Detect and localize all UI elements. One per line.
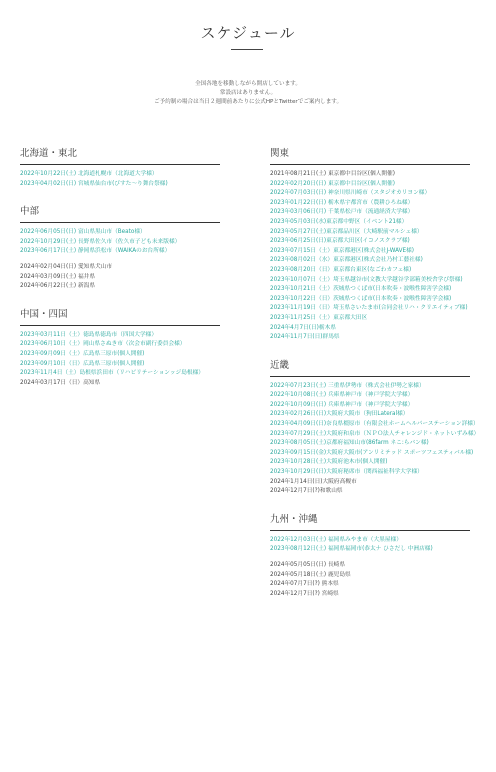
schedule-event-link[interactable]: 2023年09月09日（土）広島県三原市(個人開催) bbox=[20, 350, 145, 357]
schedule-event: 2024年06月22日(土) 新潟県 bbox=[20, 283, 96, 290]
region-title: 中国・四国 bbox=[20, 306, 220, 326]
schedule-event-link[interactable]: 2023年07月15日（土）東京都港区(株式会社J-WAVE様) bbox=[270, 247, 415, 254]
region-title: 中部 bbox=[20, 203, 220, 223]
schedule-event-link[interactable]: 2022年02月20日(日) 東京都中目谷区(個人開催) bbox=[270, 180, 395, 187]
schedule-event: 2024年12月7日(?) 宮崎県 bbox=[270, 590, 339, 597]
schedule-event: 2024年03月09日(土) 福井県 bbox=[20, 273, 96, 280]
schedule-region-section bbox=[270, 511, 478, 600]
schedule-event-link[interactable]: 2023年03月06日(月) 千葉県松戸市（流通経済大学様） bbox=[270, 209, 414, 216]
schedule-event-link[interactable]: 2023年08月05日(土)京都府福知山市(86farm ネこ:らバン様) bbox=[270, 440, 429, 447]
schedule-event: 2024年07月7日(?) 熊本県 bbox=[270, 581, 339, 588]
region-title: 近畿 bbox=[270, 357, 470, 377]
schedule-region-section bbox=[20, 306, 246, 389]
region-title: 北海道・東北 bbox=[20, 145, 220, 165]
schedule-event-link[interactable]: 2024年11月7日(日)群馬県 bbox=[270, 334, 340, 341]
schedule-event-link[interactable]: 2023年11月25日（土）東京都大田区 bbox=[270, 314, 368, 321]
schedule-event-link[interactable]: 2022年10月09日(日) 兵庫県神戸市（神戸学院大学様） bbox=[270, 401, 414, 408]
schedule-region-section bbox=[20, 145, 246, 189]
schedule-event-link[interactable]: 2023年10月22日（日）茨城県つくば市(日本吹奏・波喉性障害学会様) bbox=[270, 295, 452, 302]
schedule-event: 2024年03月17日（日）高知県 bbox=[20, 379, 101, 386]
schedule-region-section bbox=[20, 203, 246, 292]
intro-text bbox=[0, 80, 496, 107]
schedule-region-section bbox=[270, 357, 478, 497]
right-column bbox=[270, 145, 478, 613]
schedule-event-link[interactable]: 2023年08月02日（水）東京都港区(株式会社乃村工藝社様) bbox=[270, 257, 423, 264]
schedule-event-link[interactable]: 2023年06月25日(日)東京都大田区(イコノスクラブ様) bbox=[270, 238, 410, 245]
schedule-event-link[interactable]: 2023年09月15日(金)大阪府大阪市(アンリミテッド スポーツフェスティバル様) bbox=[270, 449, 474, 456]
schedule-event-link[interactable]: 2023年11月19日（日）埼玉県さいたま市(合同会社リハ・クリエイティブ様) bbox=[270, 305, 468, 312]
region-title: 九州・沖縄 bbox=[270, 511, 470, 531]
schedule-event-link[interactable]: 2023年10月29日(日)大阪府秘席市（関西福祉科学大学様） bbox=[270, 469, 423, 476]
schedule-event-link[interactable]: 2023年04月02日(日) 宮城県仙台市(びすた〜り舞台祭様) bbox=[20, 180, 168, 187]
left-column bbox=[20, 145, 246, 402]
schedule-event-link[interactable]: 2022年10月22日(土) 北海道札幌市（北海道大学様） bbox=[20, 171, 158, 177]
schedule-event-link[interactable]: 2022年07月23日(土) 三重県伊勢市（株式会社伊勢之家様） bbox=[270, 382, 425, 389]
intro-line: 全国各地を移動しながら開店しています。 bbox=[195, 81, 301, 87]
schedule-event: 2024年1月14日(日)大阪府高槻市 bbox=[270, 478, 357, 485]
intro-line: ご予約制の場合は当日２週間前あたりに公式HPとTwitterでご案内します。 bbox=[153, 99, 343, 105]
schedule-event: 2024年05月05日(日) 長崎県 bbox=[270, 562, 346, 568]
schedule-event-link[interactable]: 2023年03月11日（土）徳島県徳島市（四国大学様） bbox=[20, 331, 158, 338]
schedule-event-link[interactable]: 2022年12月03日(土) 福岡県みやま市（大黒屋様） bbox=[270, 536, 402, 543]
schedule-event-link[interactable]: 2023年07月29日(土)大阪府和泉市（ＮＰＯ法人チャレンジド・ネットいずみ様） bbox=[270, 430, 480, 437]
schedule-event-link[interactable]: 2023年08月12日(土) 福岡県福岡市(恭太ナ ひさだし 中洲店様) bbox=[270, 546, 433, 553]
schedule-event-link[interactable]: 2023年06月10日（土）岡山県さぬき市（次会市副行委員会様） bbox=[20, 341, 186, 348]
schedule-event-link[interactable]: 2023年02月26日(日)大阪府大阪市（狗田Lateral様） bbox=[270, 411, 409, 418]
schedule-event-link[interactable]: 2023年11月4日（土）島根県浜田市（リハビリテーションッジ島根様） bbox=[20, 370, 204, 377]
schedule-event-link[interactable]: 2023年10月28日(土)大阪府池木市(個人開催) bbox=[270, 459, 388, 466]
schedule-event-link[interactable]: 2023年05月27日(土)東京都品川区（大崎駅前マルシェ様） bbox=[270, 228, 423, 235]
schedule-event-link[interactable]: 2023年06月17日(土) 静岡県浜松市（WAIKAのお台所様） bbox=[20, 248, 171, 255]
page-title: スケジュール bbox=[200, 24, 296, 42]
title-divider bbox=[231, 49, 263, 50]
schedule-event-link[interactable]: 2023年04月09日(日)奈良県橿原市（有限会社ホームヘルパーステーション詳様） bbox=[270, 421, 479, 428]
schedule-event-link[interactable]: 2023年05月03日(水)東京都中野区（イベント21様） bbox=[270, 218, 408, 225]
schedule-event-link[interactable]: 2022年10月29日(土) 長野県佐久市（佐久市子ども未来版様） bbox=[20, 238, 181, 245]
schedule-event-link[interactable]: 2022年06月05日(日) 富山県黒山市（Beato様） bbox=[20, 229, 146, 236]
schedule-event: 2024年12月7日(?)和歌山県 bbox=[270, 488, 343, 495]
schedule-event-link[interactable]: 2023年10月21日（土）茨城県つくば市(日本吹奏・波喉性障害学会様) bbox=[270, 286, 452, 293]
schedule-event: 2024年05月18日(土) 鹿児島県 bbox=[270, 571, 351, 578]
schedule-event: 2021年08月21日(土) 東京都中目谷区(個人開催) bbox=[270, 171, 395, 177]
schedule-event-link[interactable]: 2023年09月10日（日）広島県三原市(個人開催) bbox=[20, 360, 145, 367]
schedule-event-link[interactable]: 2023年10月07日（土）埼玉県越谷市(文教大学越谷学部箱美校舎学び祭様) bbox=[270, 276, 463, 283]
schedule-event-link[interactable]: 2022年07月03日(日) 神奈川県川崎市（スタジオカリヨン様） bbox=[270, 190, 431, 197]
intro-line: 常設店はありません。 bbox=[219, 90, 277, 96]
schedule-event-link[interactable]: 2024年4月7日(日)栃木県 bbox=[270, 324, 336, 331]
region-title: 関東 bbox=[270, 145, 470, 165]
schedule-event-link[interactable]: 2022年10月08日(土) 兵庫県神戸市（神戸学院大学様） bbox=[270, 392, 414, 399]
schedule-region-section bbox=[270, 145, 478, 343]
schedule-event-link[interactable]: 2023年08月20日（日）東京都台東区(なごわカフェ様) bbox=[270, 266, 412, 273]
schedule-event-link[interactable]: 2023年01月22日(日) 栃木県宇都宮市（農耕ひろね様） bbox=[270, 199, 414, 206]
schedule-event: 2024年02月04日(日) 愛知県犬山市 bbox=[20, 263, 113, 270]
